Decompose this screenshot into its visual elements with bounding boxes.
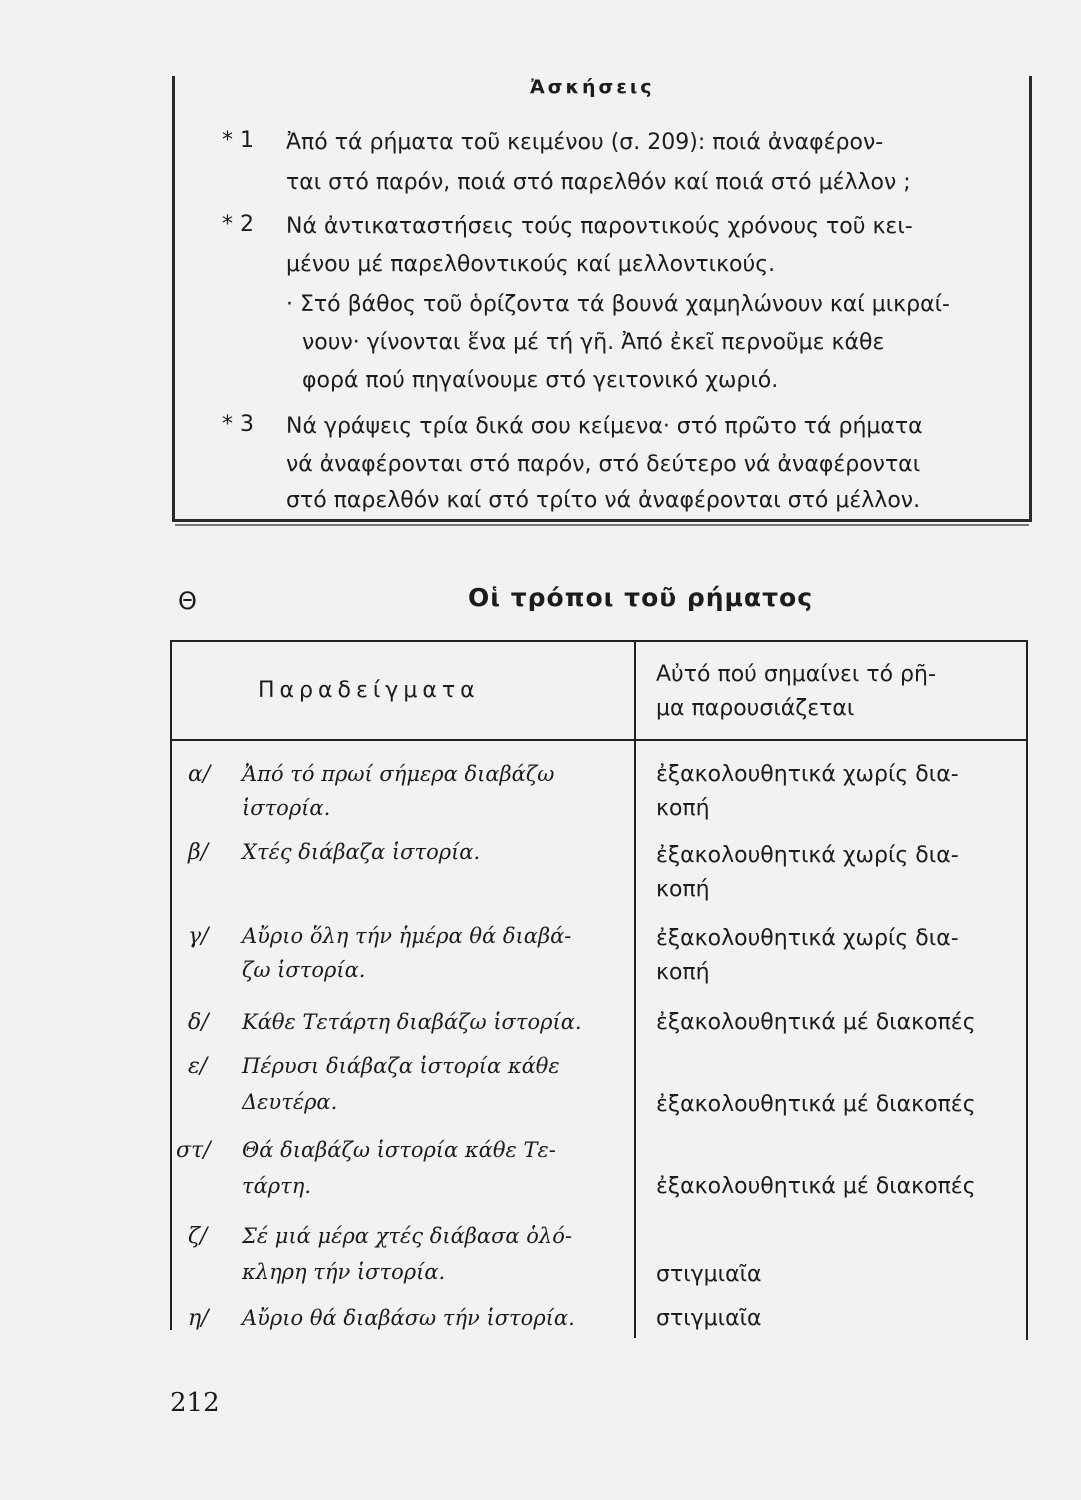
exercise-1-line-2: ται στό παρόν, ποιά στό παρελθόν καί ποιά στό μέλλον ;: [286, 170, 911, 195]
section-symbol: Θ: [178, 587, 197, 615]
row-example-line-1: Αὔριο θά διαβάσω τήν ἱστορία.: [242, 1306, 575, 1330]
exercises-title: Ἀσκήσεις: [530, 76, 655, 98]
row-letter: ε/: [188, 1054, 208, 1079]
row-meaning-line-1: ἐξακολουθητικά χωρίς δια-: [656, 843, 959, 868]
quote-line-3: φορά πού πηγαίνουμε στό γειτονικό χωριό.: [302, 368, 779, 393]
row-example-line-1: Θά διαβάζω ἱστορία κάθε Τε-: [242, 1138, 556, 1162]
exercise-3-line-1: Νά γράψεις τρία δικά σου κείμενα· στό πρῶτο τά ρήματα: [286, 414, 923, 439]
row-meaning-line-2: κοπή: [656, 877, 710, 902]
row-example-line-1: Αὔριο ὅλη τήν ἡμέρα θά διαβά-: [242, 924, 572, 948]
row-example-line-2: τάρτη.: [242, 1174, 312, 1198]
page-number: 212: [170, 1388, 220, 1418]
row-example-line-2: ἱστορία.: [242, 796, 331, 820]
row-meaning-line-1: ἐξακολουθητικά μέ διακοπές: [656, 1092, 976, 1117]
row-letter: η/: [188, 1306, 209, 1331]
exercise-2-line-2: μένου μέ παρελθοντικούς καί μελλοντικούς.: [286, 252, 776, 277]
row-letter: α/: [188, 762, 211, 787]
section-title: Οἱ τρόποι τοῦ ρήματος: [468, 583, 814, 612]
quote-line-1: · Στό βάθος τοῦ ὁρίζοντα τά βουνά χαμηλώνουν καί μικραί-: [286, 292, 950, 317]
row-meaning-line-1: ἐξακολουθητικά χωρίς δια-: [656, 762, 959, 787]
exercise-1-marker: * 1: [222, 128, 254, 153]
row-letter: δ/: [188, 1010, 209, 1035]
row-letter: στ/: [176, 1138, 211, 1163]
exercise-2-line-1: Νά ἀντικαταστήσεις τούς παροντικούς χρόνους τοῦ κει-: [286, 214, 913, 239]
quote-line-2: νουν· γίνονται ἕνα μέ τή γῆ. Ἀπό ἐκεῖ περνοῦμε κάθε: [302, 330, 885, 355]
row-meaning-line-1: στιγμιαῖα: [656, 1262, 762, 1287]
row-example-line-1: Πέρυσι διάβαζα ἱστορία κάθε: [242, 1054, 560, 1078]
row-example-line-1: Χτές διάβαζα ἱστορία.: [242, 840, 481, 864]
table-top-border: [170, 640, 1028, 642]
row-example-line-2: Δευτέρα.: [242, 1090, 338, 1114]
exercise-3-line-2: νά ἀναφέρονται στό παρόν, στό δεύτερο νά ἀναφέρονται: [286, 452, 921, 477]
exercise-2-marker: * 2: [222, 212, 254, 237]
table-left-border: [170, 640, 172, 1330]
row-meaning-line-2: κοπή: [656, 796, 710, 821]
exercise-3-line-3: στό παρελθόν καί στό τρίτο νά ἀναφέρονται στό μέλλον.: [286, 488, 921, 513]
row-meaning-line-1: ἐξακολουθητικά μέ διακοπές: [656, 1174, 976, 1199]
table-header-meaning-line-1: Αὐτό πού σημαίνει τό ρῆ-: [656, 662, 936, 687]
exercise-1-line-1: Ἀπό τά ρήματα τοῦ κειμένου (σ. 209): ποιά ἀναφέρον-: [286, 130, 884, 155]
row-letter: γ/: [188, 924, 209, 949]
row-letter: β/: [188, 840, 209, 865]
row-example-line-1: Σέ μιά μέρα χτές διάβασα ὁλό-: [242, 1224, 572, 1248]
row-letter: ζ/: [188, 1224, 208, 1249]
row-example-line-1: Ἀπό τό πρωί σήμερα διαβάζω: [242, 762, 555, 786]
row-meaning-line-2: κοπή: [656, 960, 710, 985]
table-header-meaning-line-2: μα παρουσιάζεται: [656, 696, 855, 721]
table-header-examples: Παραδείγματα: [258, 678, 480, 703]
table-header-divider: [170, 739, 1028, 741]
table-right-border: [1026, 640, 1028, 1340]
row-example-line-2: κληρη τήν ἱστορία.: [242, 1260, 446, 1284]
row-meaning-line-1: στιγμιαῖα: [656, 1306, 762, 1331]
row-example-line-1: Κάθε Τετάρτη διαβάζω ἱστορία.: [242, 1010, 582, 1034]
row-example-line-2: ζω ἱστορία.: [242, 958, 366, 982]
table-column-divider: [634, 640, 636, 1340]
row-meaning-line-1: ἐξακολουθητικά χωρίς δια-: [656, 926, 959, 951]
column-gap-mask: [634, 1338, 636, 1342]
exercise-3-marker: * 3: [222, 412, 254, 437]
row-meaning-line-1: ἐξακολουθητικά μέ διακοπές: [656, 1010, 976, 1035]
